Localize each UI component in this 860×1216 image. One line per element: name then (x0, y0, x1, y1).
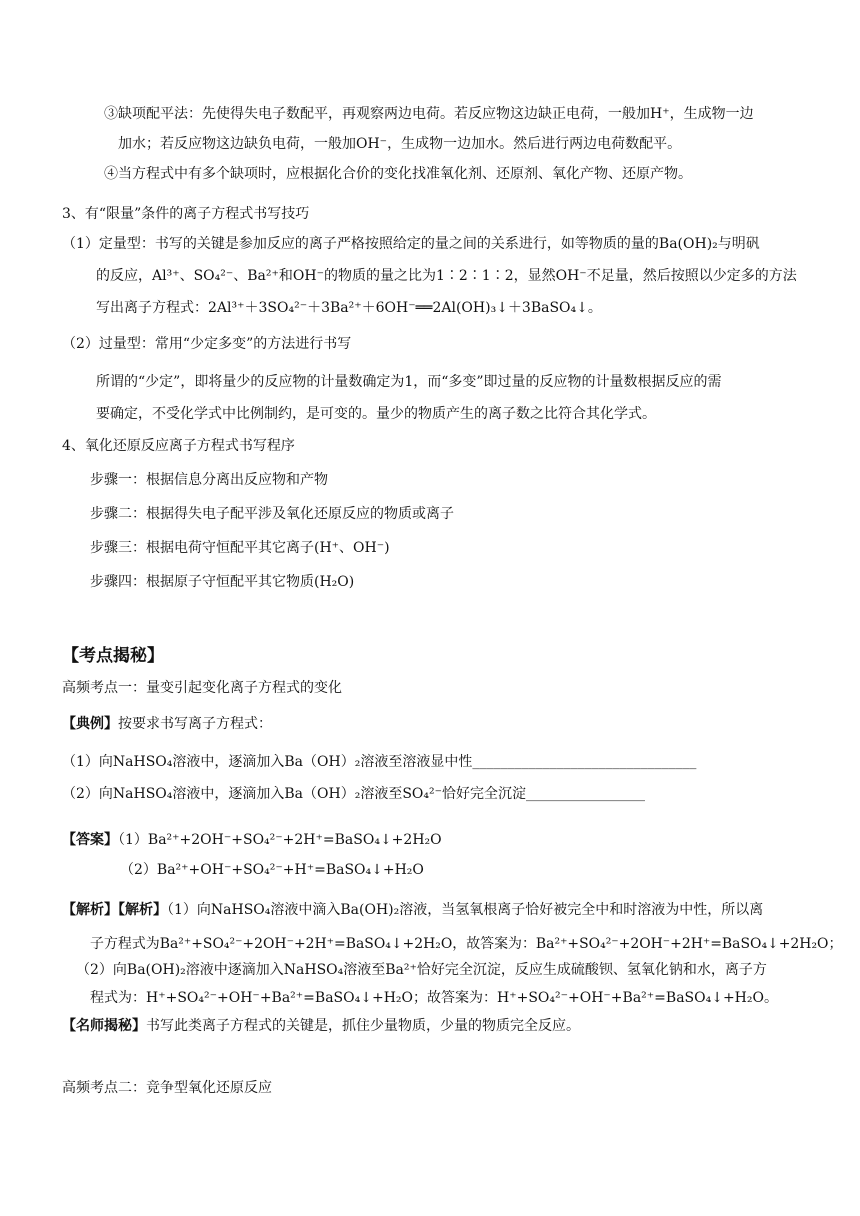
text-line: （1）定量型：书写的关键是参加反应的离子严格按照给定的量之间的关系进行，如等物质的量的Ba(OH)₂与明矾 (62, 236, 760, 252)
section-title: 【考点揭秘】 (62, 646, 164, 666)
label-analysis: 【解析】【解析】 (62, 902, 167, 918)
text-line: 所谓的“少定”，即将量少的反应物的计量数确定为1，而“多变”即过量的反应物的计量数根据反应的需 (96, 374, 722, 390)
tip-line: 【名师揭秘】书写此类离子方程式的关键是，抓住少量物质，少量的物质完全反应。 (62, 1018, 580, 1034)
subheading: 4、氧化还原反应离子方程式书写程序 (62, 438, 295, 454)
answer-line: （2）Ba²⁺+OH⁻+SO₄²⁻+H⁺=BaSO₄↓+H₂O (120, 862, 424, 878)
analysis-line: 子方程式为Ba²⁺+SO₄²⁻+2OH⁻+2H⁺=BaSO₄↓+2H₂O，故答案为：Ba²⁺+SO₄²⁻+2OH⁻+2H⁺=BaSO₄↓+2H₂O； (90, 936, 843, 952)
text-line: （2）过量型：常用“少定多变”的方法进行书写 (62, 336, 352, 352)
text-line: 的反应，Al³⁺、SO₄²⁻、Ba²⁺和OH⁻的物质的量之比为1∶2∶1∶2，显然OH⁻不足量，然后按照以少定多的方法 (96, 268, 797, 284)
formula-line: 写出离子方程式：2Al³⁺＋3SO₄²⁻＋3Ba²⁺＋6OH⁻══2Al(OH)₃↓＋3BaSO₄↓。 (96, 300, 602, 316)
step-line: 步骤一：根据信息分离出反应物和产物 (90, 472, 328, 488)
text-line: ④当方程式中有多个缺项时，应根据化合价的变化找准氧化剂、还原剂、氧化产物、还原产物。 (104, 166, 692, 182)
text-line: 高频考点一：量变引起变化离子方程式的变化 (62, 680, 342, 696)
text-line: 高频考点二：竞争型氧化还原反应 (62, 1080, 272, 1096)
question-line: （1）向NaHSO₄溶液中，逐滴加入Ba（OH）₂溶液至溶液显中性________________________________ (62, 754, 697, 770)
label-answer: 【答案】 (62, 832, 118, 848)
analysis-line: 程式为：H⁺+SO₄²⁻+OH⁻+Ba²⁺=BaSO₄↓+H₂O；故答案为：H⁺+SO₄²⁻+OH⁻+Ba²⁺=BaSO₄↓+H₂O。 (90, 990, 778, 1006)
analysis-line: （2）向Ba(OH)₂溶液中逐滴加入NaHSO₄溶液至Ba²⁺恰好完全沉淀，反应生成硫酸钡、氢氧化钠和水，离子方 (76, 962, 767, 978)
step-line: 步骤三：根据电荷守恒配平其它离子(H⁺、OH⁻) (90, 540, 390, 556)
label-tip: 【名师揭秘】 (62, 1018, 146, 1034)
text-line: ③缺项配平法：先使得失电子数配平，再观察两边电荷。若反应物这边缺正电荷，一般加H⁺，生成物一边 (104, 106, 754, 122)
text-line: 要确定，不受化学式中比例制约，是可变的。量少的物质产生的离子数之比符合其化学式。 (96, 406, 656, 422)
step-line: 步骤四：根据原子守恒配平其它物质(H₂O) (90, 574, 355, 590)
text-line: 【典例】按要求书写离子方程式： (62, 716, 272, 732)
analysis-line: 【解析】【解析】（1）向NaHSO₄溶液中滴入Ba(OH)₂溶液，当氢氧根离子恰好被完全中和时溶液为中性，所以离 (62, 902, 764, 918)
label-example: 【典例】 (62, 716, 118, 732)
subheading: 3、有“限量”条件的离子方程式书写技巧 (62, 206, 310, 222)
text-line: 加水；若反应物这边缺负电荷，一般加OH⁻，生成物一边加水。然后进行两边电荷数配平。 (118, 136, 682, 152)
step-line: 步骤二：根据得失电子配平涉及氧化还原反应的物质或离子 (90, 506, 454, 522)
answer-line: 【答案】（1）Ba²⁺+2OH⁻+SO₄²⁻+2H⁺=BaSO₄↓+2H₂O (62, 832, 442, 848)
question-line: （2）向NaHSO₄溶液中，逐滴加入Ba（OH）₂溶液至SO₄²⁻恰好完全沉淀_________________ (62, 786, 646, 802)
